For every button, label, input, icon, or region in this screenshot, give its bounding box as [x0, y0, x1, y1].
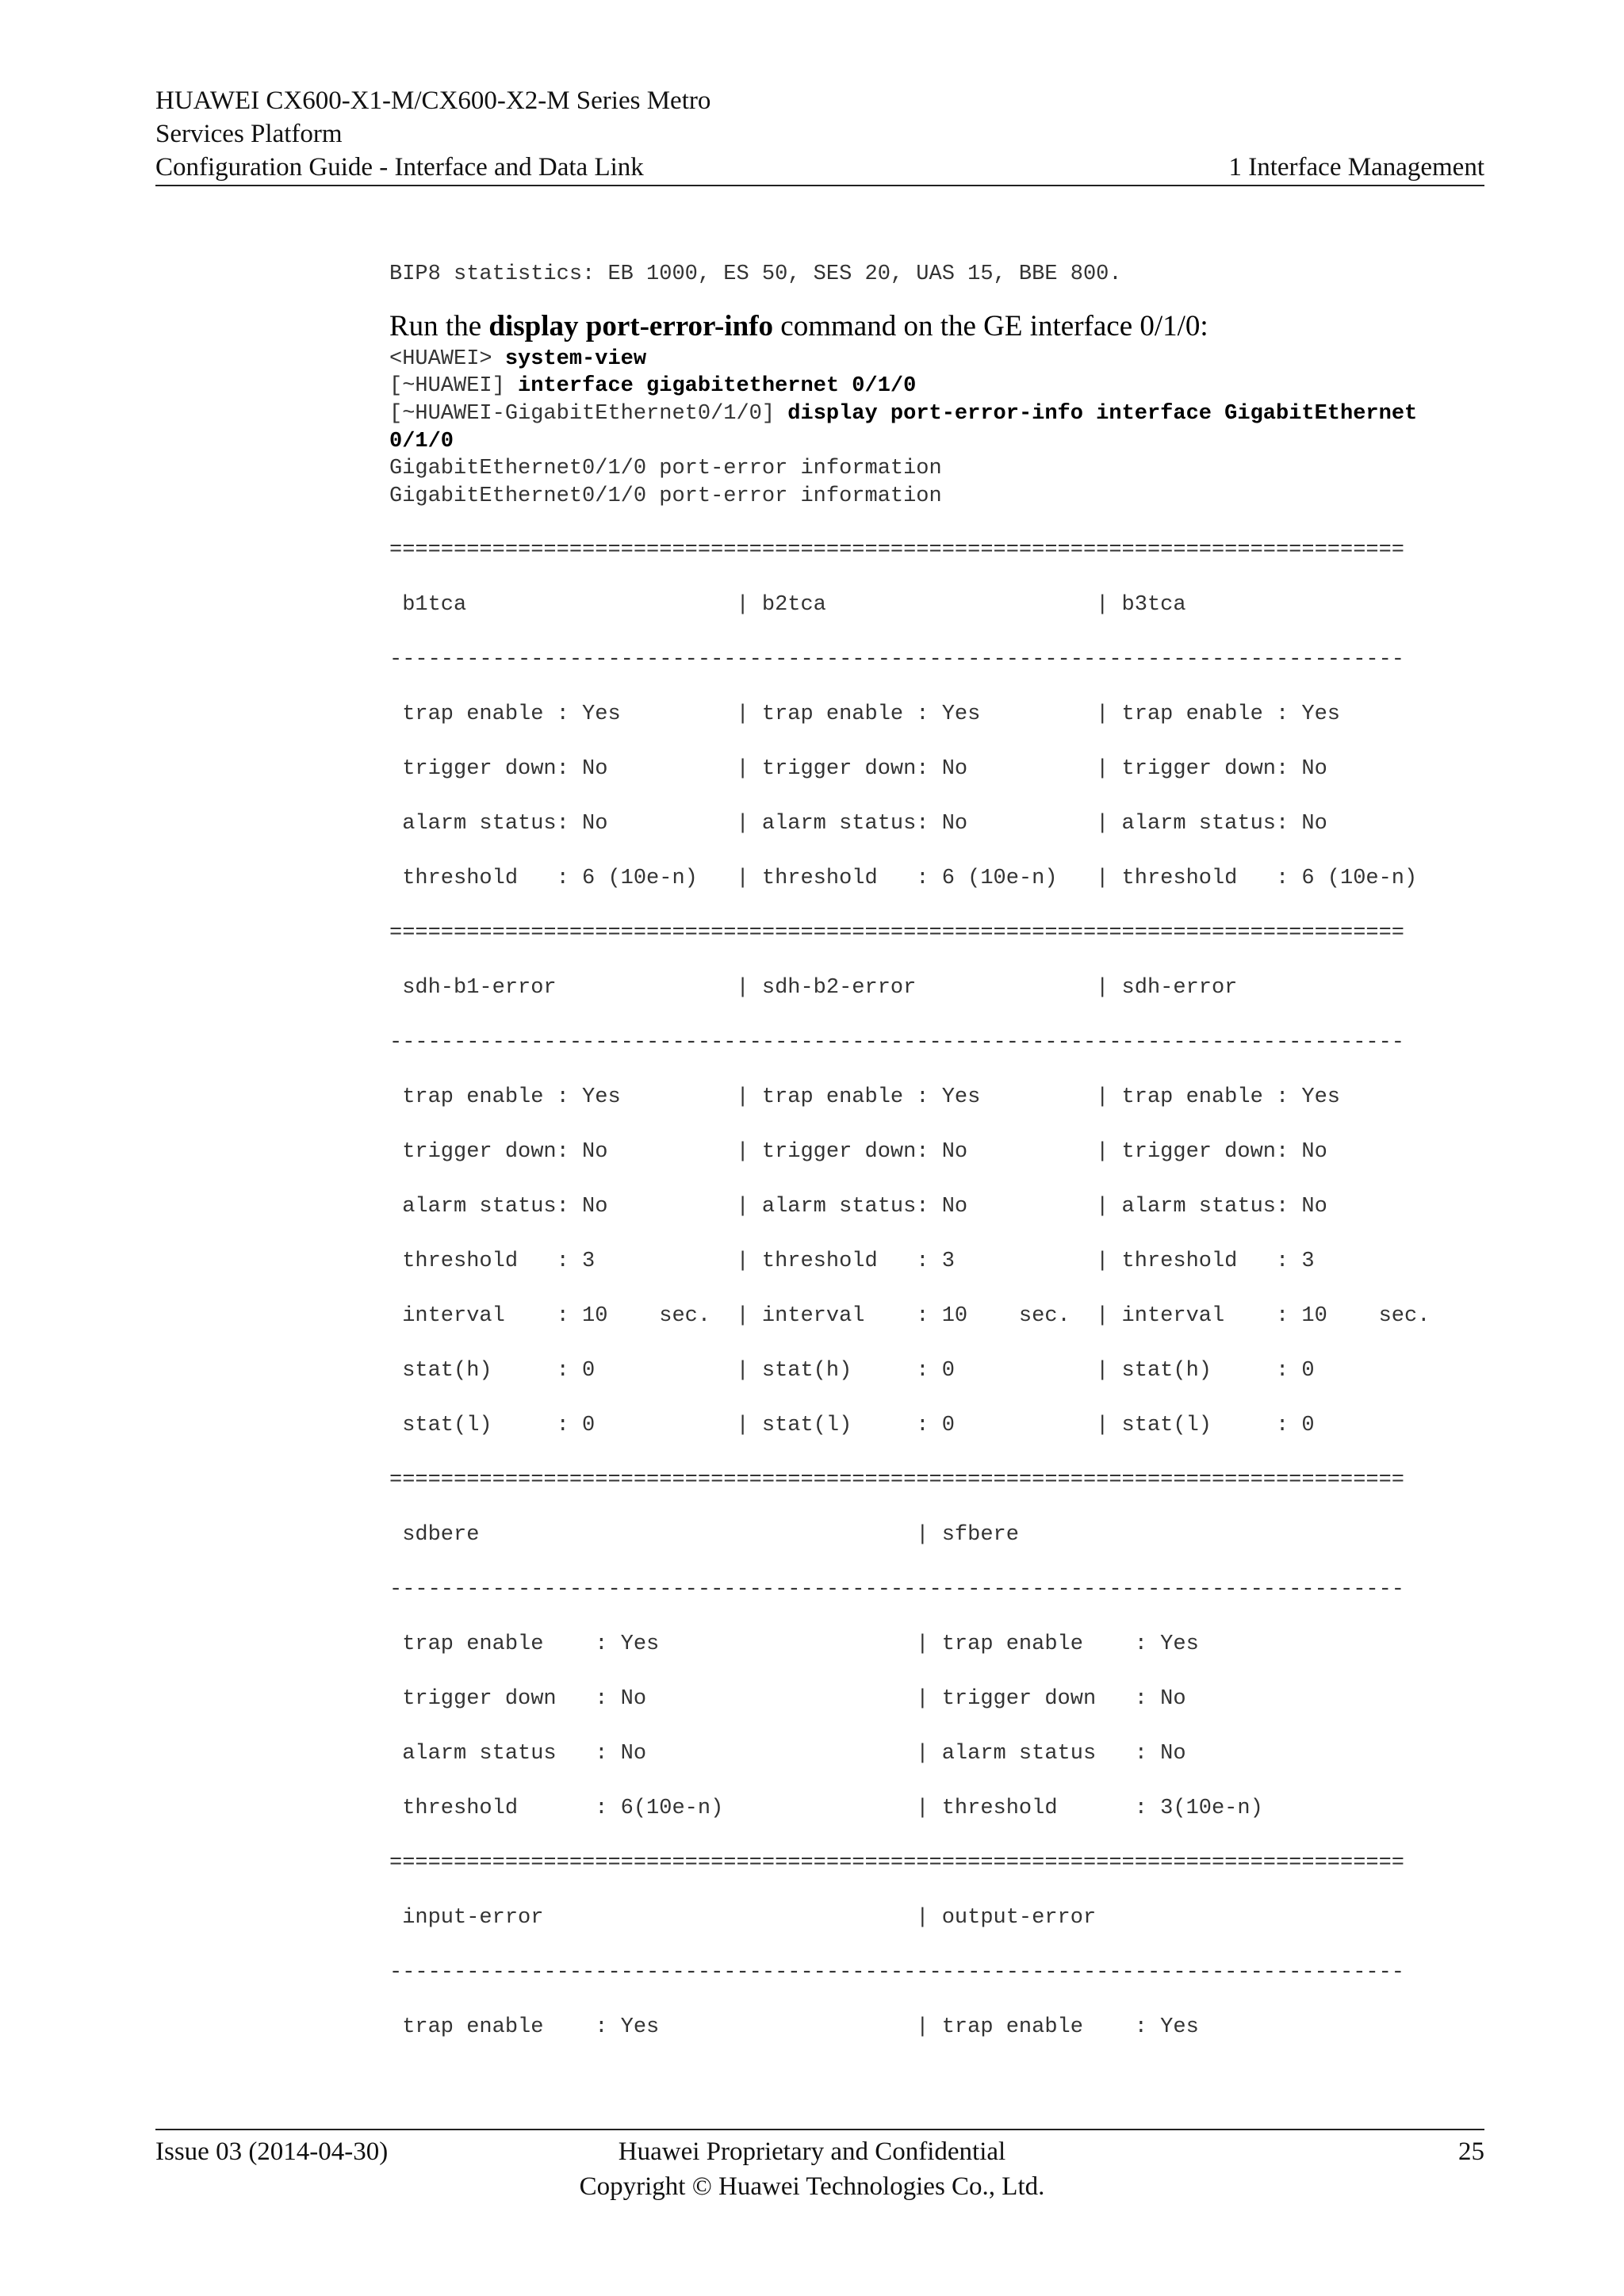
- output-row: trigger down: No | trigger down: No | trigger down: No: [389, 757, 1327, 781]
- output-row: -------------------------------------------------------------------------------: [389, 1578, 1405, 1601]
- run-prefix: Run the: [389, 310, 489, 342]
- output-row: -------------------------------------------------------------------------------: [389, 1961, 1405, 1984]
- output-row: input-error | output-error: [389, 1906, 1097, 1930]
- output-line-1: GigabitEthernet0/1/0 port-error information: [389, 457, 942, 480]
- output-row: ===============================================================================: [389, 1851, 1405, 1875]
- run-command: display port-error-info: [488, 310, 774, 342]
- cmd3-prompt: [~HUAWEI-GigabitEthernet0/1/0]: [389, 402, 788, 426]
- cmd2-prompt: [~HUAWEI]: [389, 374, 519, 398]
- output-row: stat(l) : 0 | stat(l) : 0 | stat(l) : 0: [389, 1414, 1315, 1437]
- output-row: trigger down : No | trigger down : No: [389, 1687, 1186, 1711]
- footer-copyright: Copyright © Huawei Technologies Co., Ltd.: [579, 2172, 1045, 2201]
- header-rule: [155, 185, 1484, 186]
- output-row: trap enable : Yes | trap enable : Yes | trap enable : Yes: [389, 702, 1340, 726]
- cmd1-prompt: <HUAWEI>: [389, 347, 505, 371]
- cmd1-command: system-view: [504, 347, 647, 371]
- output-row: trigger down: No | trigger down: No | trigger down: No: [389, 1140, 1327, 1164]
- output-row: sdh-b1-error | sdh-b2-error | sdh-error: [389, 976, 1238, 1000]
- output-line-2: GigabitEthernet0/1/0 port-error information: [389, 484, 942, 508]
- cmd-line-2: [389, 373, 916, 400]
- cmd-line-1: [389, 346, 646, 373]
- output-row: threshold : 6(10e-n) | threshold : 3(10e-n): [389, 1797, 1263, 1820]
- output-row: ===============================================================================: [389, 538, 1405, 562]
- cmd3-command: display port-error-info interface GigabitEthernet: [787, 402, 1418, 426]
- cmd-line-3: [389, 400, 1417, 427]
- footer-page-number: 25: [1458, 2137, 1484, 2166]
- header-product-line2: Services Platform: [155, 120, 343, 148]
- output-row: alarm status : No | alarm status : No: [389, 1742, 1186, 1766]
- output-row: trap enable : Yes | trap enable : Yes | trap enable : Yes: [389, 1085, 1340, 1109]
- footer-rule: [155, 2129, 1484, 2130]
- output-row: interval : 10 sec. | interval : 10 sec. | interval : 10 sec.: [389, 1304, 1431, 1328]
- run-instruction: [389, 309, 1208, 344]
- output-row: -------------------------------------------------------------------------------: [389, 648, 1405, 672]
- output-row: alarm status: No | alarm status: No | alarm status: No: [389, 1195, 1327, 1219]
- output-row: trap enable : Yes | trap enable : Yes: [389, 2015, 1199, 2039]
- output-row: sdbere | sfbere: [389, 1523, 1019, 1547]
- run-suffix: command on the GE interface 0/1/0:: [773, 310, 1208, 342]
- header-product-line1: HUAWEI CX600-X1-M/CX600-X2-M Series Metro: [155, 86, 711, 115]
- output-row: trap enable : Yes | trap enable : Yes: [389, 1632, 1199, 1656]
- output-row: ===============================================================================: [389, 1468, 1405, 1492]
- cmd2-command: interface gigabitethernet 0/1/0: [518, 374, 917, 398]
- header-guide-title: Configuration Guide - Interface and Data Link: [155, 153, 644, 182]
- output-row: b1tca | b2tca | b3tca: [389, 593, 1186, 617]
- output-row: ===============================================================================: [389, 921, 1405, 945]
- output-row: stat(h) : 0 | stat(h) : 0 | stat(h) : 0: [389, 1359, 1315, 1383]
- output-row: alarm status: No | alarm status: No | alarm status: No: [389, 812, 1327, 836]
- header-chapter: 1 Interface Management: [1228, 153, 1484, 182]
- bip8-statistics-line: BIP8 statistics: EB 1000, ES 50, SES 20, UAS 15, BBE 800.: [389, 262, 1122, 286]
- footer-issue: Issue 03 (2014-04-30): [155, 2137, 389, 2166]
- footer-proprietary: Huawei Proprietary and Confidential: [618, 2137, 1006, 2166]
- output-row: threshold : 6 (10e-n) | threshold : 6 (10e-n) | threshold : 6 (10e-n): [389, 867, 1418, 890]
- output-row: threshold : 3 | threshold : 3 | threshold : 3: [389, 1249, 1315, 1273]
- cmd-line-3-cont: 0/1/0: [389, 430, 454, 453]
- output-row: -------------------------------------------------------------------------------: [389, 1031, 1405, 1054]
